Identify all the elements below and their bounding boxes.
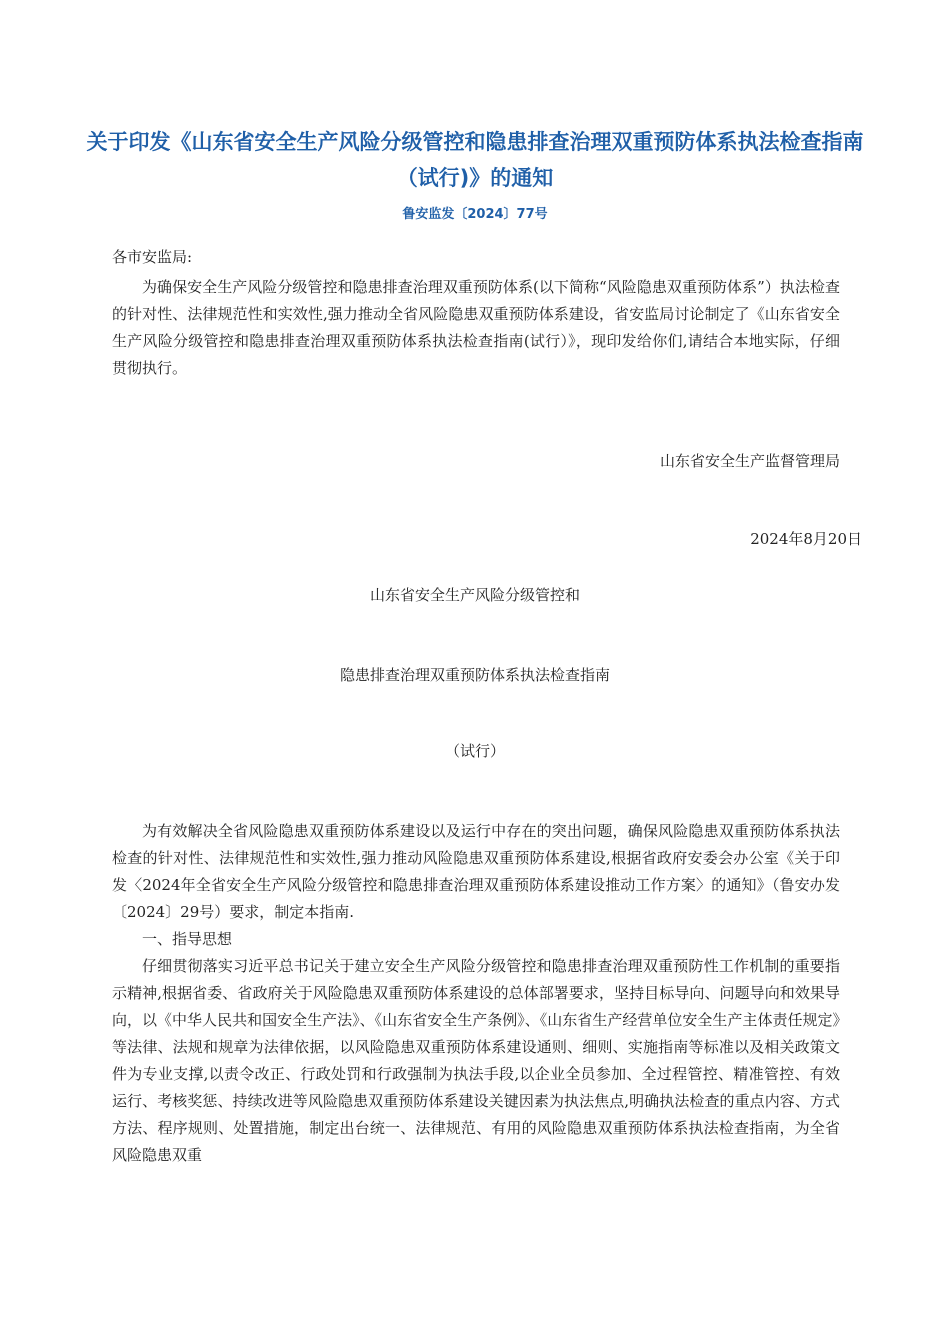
intro-text: 为确保安全生产风险分级管控和隐患排查治理双重预防体系(以下简称“风险隐患双重预防体系”）执法检查的针对性、法律规范性和实效性,强力推动全省风险隐患双重预防体系建设，省安监局讨论制定了《山东省安全生产风险分级管控和隐患排查治理双重预防体系执法检查指南(试行）》，现印发给你们,请结合本地实际，仔细贯彻执行。 xyxy=(112,278,840,377)
guide-title-line-3: （试行） xyxy=(444,742,505,760)
guide-title-line-2: 隐患排查治理双重预防体系执法检查指南 xyxy=(339,666,610,684)
issue-date: 2024年8月20日 xyxy=(750,530,862,548)
guide-paragraph-1: 为有效解决全省风险隐患双重预防体系建设以及运行中存在的突出问题，确保风险隐患双重预防体系执法检查的针对性、法律规范性和实效性,强力推动风险隐患双重预防体系建设,根据省政府安委会办公室《关于印发〈2024年全省安全生产风险分级管控和隐患排查治理双重预防体系建设推动工作方案〉的通知》（鲁安办发〔2024〕29号）要求，制定本指南. xyxy=(112,822,840,921)
addressee xyxy=(112,244,840,271)
issuer-signature: 山东省安全生产监督管理局 xyxy=(659,452,840,470)
guide-title-line-1: 山东省安全生产风险分级管控和 xyxy=(369,586,580,604)
intro-paragraph xyxy=(112,274,840,382)
addressee-text: 各市安监局: xyxy=(112,248,193,266)
notice-title: 关于印发《山东省安全生产风险分级管控和隐患排查治理双重预防体系执法检查指南（试行)》的通知 xyxy=(86,130,864,190)
document-number: 鲁安监发〔2024〕77号 xyxy=(402,207,548,222)
guide-paragraph-2: 仔细贯彻落实习近平总书记关于建立安全生产风险分级管控和隐患排查治理双重预防性工作机制的重要指示精神,根据省委、省政府关于风险隐患双重预防体系建设的总体部署要求，坚持目标导向、问题导向和效果导向，以《中华人民共和国安全生产法》、《山东省安全生产条例》、《山东省生产经营单位安全生产主体责任规定》等法律、法规和规章为法律依据，以风险隐患双重预防体系建设通则、细则、实施指南等标准以及相关政策文件为专业支撑,以责令改正、行政处罚和行政强制为执法手段,以企业全员参加、全过程管控、精准管控、有效运行、考核奖惩、持续改进等风险隐患双重预防体系建设关键因素为执法焦点,明确执法检查的重点内容、方式方法、程序规则、处置措施，制定出台统一、法律规范、有用的风险隐患双重预防体系执法检查指南，为全省风险隐患双重 xyxy=(112,957,840,1164)
section-heading-guiding-thought: 一、指导思想 xyxy=(142,930,233,948)
guide-body xyxy=(112,818,840,1169)
